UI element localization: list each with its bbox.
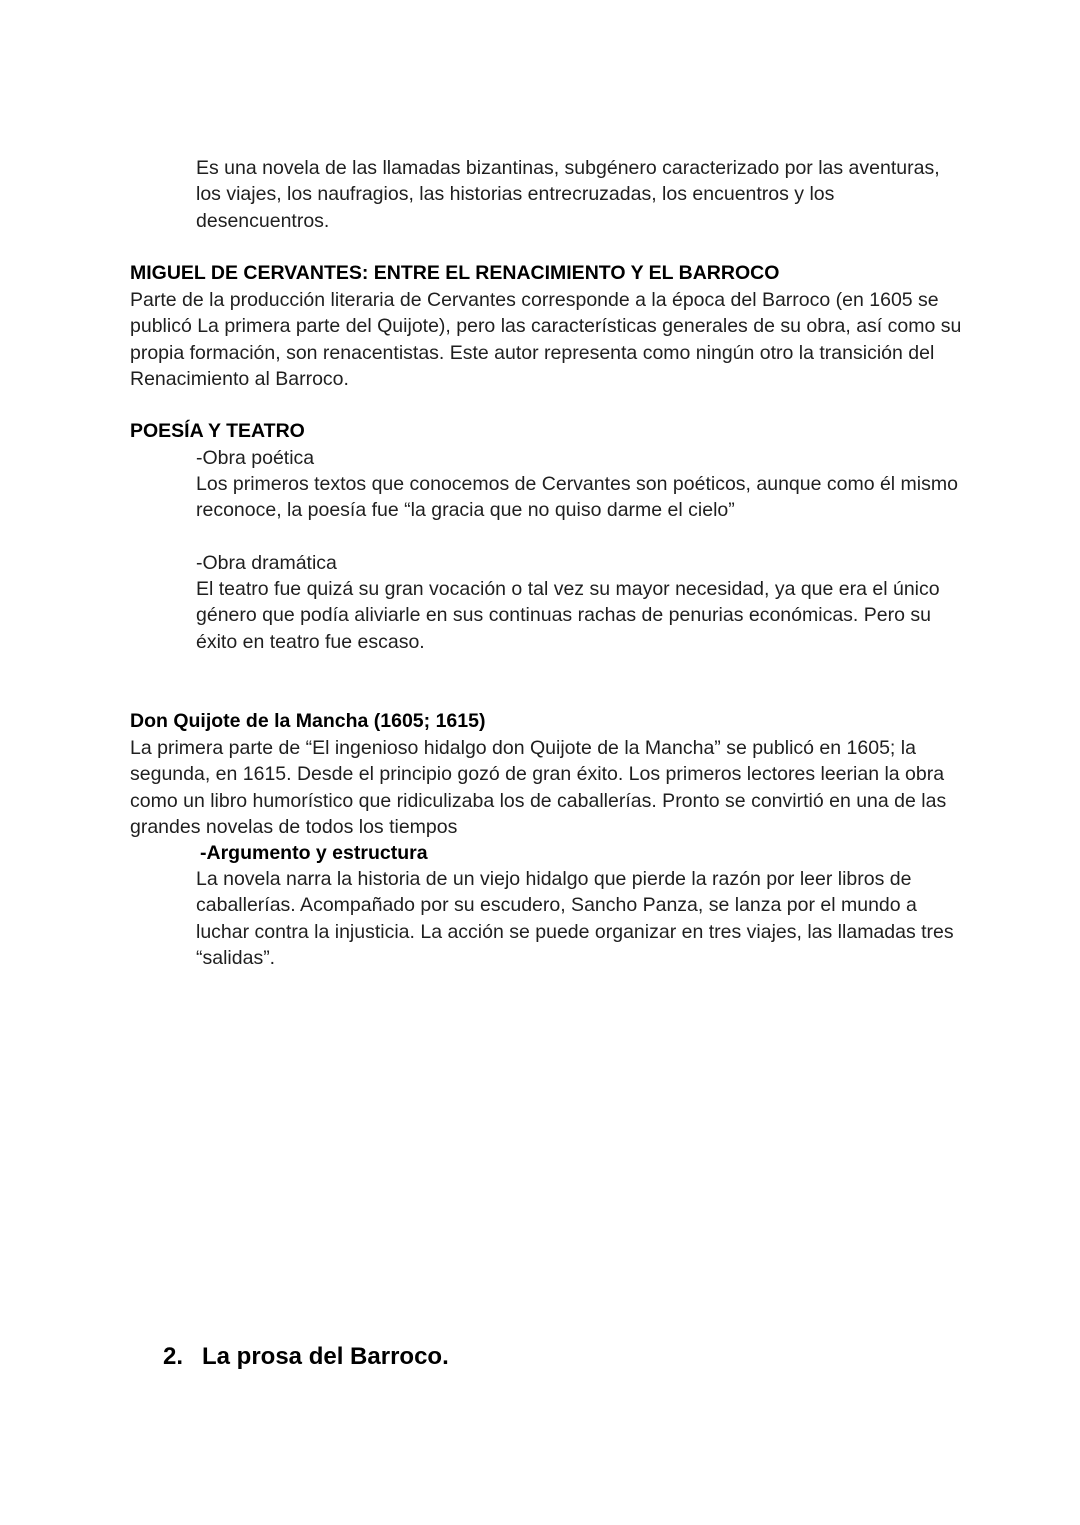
obra-dramatica-label: -Obra dramática [196, 552, 337, 574]
poesia-teatro-heading: POESÍA Y TEATRO [130, 420, 305, 442]
obra-poetica-label: -Obra poética [196, 447, 315, 469]
argumento-label: -Argumento y estructura [200, 842, 428, 864]
quijote-paragraph: La primera parte de “El ingenioso hidalgo don Quijote de la Mancha” se publicó en 1605; la segunda, en 1615. Desde el principio gozó de gran éxito. Los primeros lectores leerian la obra como un libro humorístico que ridiculizaba los de caballerías. Pronto se convirtió en una de las grandes novelas de todos los tiempos [130, 737, 947, 838]
obra-poetica-paragraph: Los primeros textos que conocemos de Cervantes son poéticos, aunque como él mismo reconoce, la poesía fue “la gracia que no quiso darme el cielo” [196, 473, 958, 522]
argumento-paragraph: La novela narra la historia de un viejo hidalgo que pierde la razón por leer libros de caballerías. Acompañado por su escudero, Sancho Panza, se lanza por el mundo a luchar contra la injusticia. La acción se puede organizar en tres viajes, las llamadas tres “salidas”. [196, 868, 954, 969]
section-heading [163, 1340, 449, 1374]
quijote-heading: Don Quijote de la Mancha (1605; 1615) [130, 710, 486, 732]
bizantina-paragraph: Es una novela de las llamadas bizantinas, subgénero caracterizado por las aventuras, los viajes, los naufragios, las historias entrecruzadas, los encuentros y los desencuentros. [196, 157, 940, 232]
cervantes-heading: MIGUEL DE CERVANTES: ENTRE EL RENACIMIENTO Y EL BARROCO [130, 262, 780, 284]
section-title-text: La prosa del Barroco. [202, 1343, 449, 1370]
section-number: 2. [163, 1343, 184, 1370]
cervantes-paragraph: Parte de la producción literaria de Cervantes corresponde a la época del Barroco (en 1605 se publicó La primera parte del Quijote), pero las características generales de su obra, así como su propia formación, son renacentistas. Este autor representa como ningún otro la transición del Renacimiento al Barroco. [130, 289, 962, 390]
obra-dramatica-paragraph: El teatro fue quizá su gran vocación o tal vez su mayor necesidad, ya que era el único género que podía aliviarle en sus continuas rachas de penurias económicas. Pero su éxito en teatro fue escaso. [196, 578, 940, 653]
